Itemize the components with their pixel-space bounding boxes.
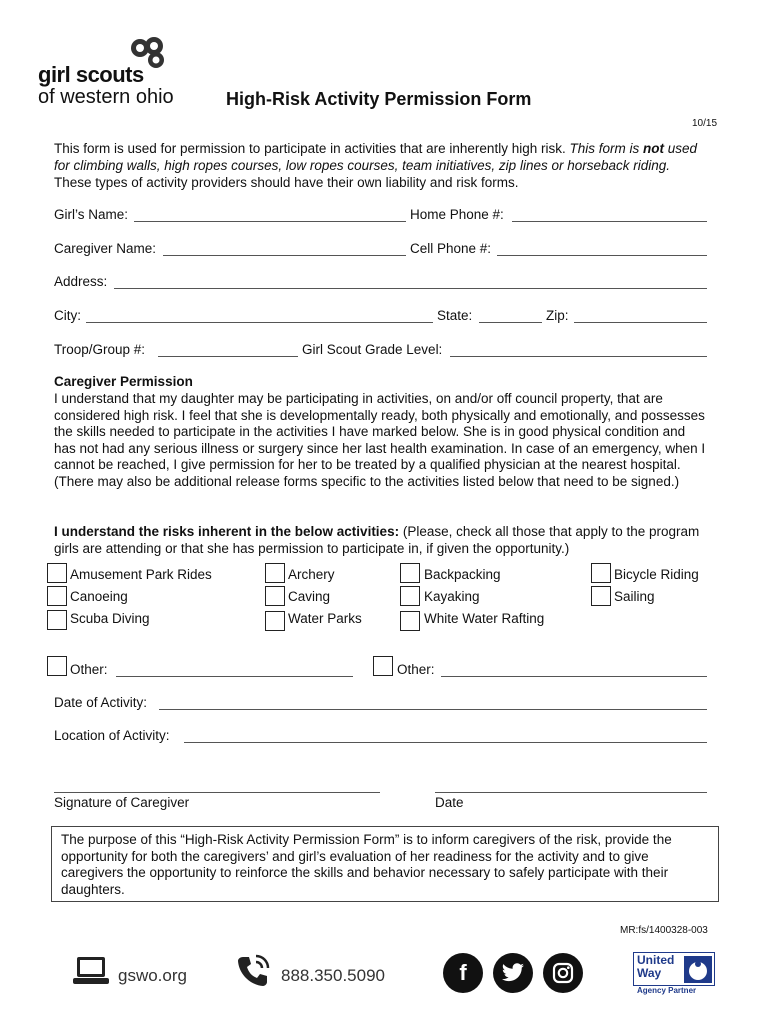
other-label-1: Other: xyxy=(70,662,108,677)
facebook-icon[interactable]: f xyxy=(443,953,483,993)
activity-label-bicycle: Bicycle Riding xyxy=(614,567,699,582)
troop-field[interactable] xyxy=(158,356,298,357)
twitter-icon[interactable] xyxy=(493,953,533,993)
agency-partner-label: Agency Partner xyxy=(637,986,697,995)
checkbox-backpacking[interactable] xyxy=(400,563,420,583)
checkbox-other-2[interactable] xyxy=(373,656,393,676)
activity-label-sailing: Sailing xyxy=(614,589,655,604)
checkbox-water-parks[interactable] xyxy=(265,611,285,631)
grade-field[interactable] xyxy=(450,356,707,357)
girls-name-label: Girl’s Name: xyxy=(54,207,129,222)
cell-phone-field[interactable] xyxy=(497,255,707,256)
risks-statement: I understand the risks inherent in the below activities: (Please, check all those that apply to the program girls are attending or that she has permission to participate in, if given the opportunity.) xyxy=(54,524,700,556)
activity-label-archery: Archery xyxy=(288,567,335,582)
checkbox-caving[interactable] xyxy=(265,586,285,606)
signature-field[interactable] xyxy=(54,792,380,793)
signature-date-label: Date xyxy=(435,795,464,810)
instagram-icon[interactable] xyxy=(543,953,583,993)
website-link[interactable]: gswo.org xyxy=(118,966,187,985)
checkbox-archery[interactable] xyxy=(265,563,285,583)
intro-text: This form is used for permission to participate in activities that are inherently high risk. This form is not used for climbing walls, high ropes courses, low ropes courses, team initiatives, zip lines or horseback riding. These types of activity providers should have their own liability and risk forms. xyxy=(54,141,698,190)
logo-subtitle: of western ohio xyxy=(38,86,174,108)
cell-phone-label: Cell Phone #: xyxy=(410,241,492,256)
other-field-2[interactable] xyxy=(441,676,707,677)
activity-label-rafting: White Water Rafting xyxy=(424,611,545,626)
checkbox-other-1[interactable] xyxy=(47,656,67,676)
checkbox-amusement-park-rides[interactable] xyxy=(47,563,67,583)
zip-field[interactable] xyxy=(574,322,707,323)
checkbox-kayaking[interactable] xyxy=(400,586,420,606)
date-of-activity-field[interactable] xyxy=(159,709,707,710)
caregiver-name-label: Caregiver Name: xyxy=(54,241,157,256)
purpose-notice: The purpose of this “High-Risk Activity Permission Form” is to inform caregivers of the risk, provide the opportunity for both the caregivers’ and girl’s evaluation of her readiness for the activity and to give caregivers the opportunity to reinforce the skills and behavior necessary to safely participate with their daughters. xyxy=(51,826,719,902)
united-way-emblem-icon xyxy=(684,956,712,983)
caregiver-permission-text: I understand that my daughter may be participating in activities, on and/or off council property, that are considered high risk. I feel that she is developmentally ready, both physically and emotionally, and possesses the skills needed to participate in the activities I have marked below. She is in good physical condition and has not had any serious illness or surgery since her last health examination. In case of an emergency, when I cannot be reached, I give permission for her to be treated by a qualified physician at the nearest hospital. (There may also be additional release forms specific to the activities listed below that need to be signed.) xyxy=(54,391,706,489)
united-way-logo: United Way xyxy=(633,952,715,986)
revision-date: 10/15 xyxy=(692,118,718,129)
troop-label: Troop/Group #: xyxy=(54,342,146,357)
address-field[interactable] xyxy=(114,288,707,289)
signature-date-field[interactable] xyxy=(435,792,707,793)
other-field-1[interactable] xyxy=(116,676,353,677)
activity-label-kayaking: Kayaking xyxy=(424,589,480,604)
city-field[interactable] xyxy=(86,322,433,323)
activity-label-scuba: Scuba Diving xyxy=(70,611,150,626)
checkbox-sailing[interactable] xyxy=(591,586,611,606)
other-label-2: Other: xyxy=(397,662,435,677)
activity-label-backpacking: Backpacking xyxy=(424,567,501,582)
mr-code: MR:fs/1400328-003 xyxy=(620,925,708,936)
caregiver-name-field[interactable] xyxy=(163,255,406,256)
grade-label: Girl Scout Grade Level: xyxy=(302,342,443,357)
checkbox-canoeing[interactable] xyxy=(47,586,67,606)
form-title: High-Risk Activity Permission Form xyxy=(226,89,532,109)
location-of-activity-label: Location of Activity: xyxy=(54,728,170,743)
phone-number[interactable]: 888.350.5090 xyxy=(281,966,385,985)
home-phone-label: Home Phone #: xyxy=(410,207,504,222)
checkbox-white-water-rafting[interactable] xyxy=(400,611,420,631)
girls-name-field[interactable] xyxy=(134,221,406,222)
home-phone-field[interactable] xyxy=(512,221,707,222)
state-field[interactable] xyxy=(479,322,542,323)
activity-label-caving: Caving xyxy=(288,589,331,604)
activity-label-amusement: Amusement Park Rides xyxy=(70,567,212,582)
signature-label: Signature of Caregiver xyxy=(54,795,190,810)
laptop-icon xyxy=(72,955,110,987)
activity-label-water-parks: Water Parks xyxy=(288,611,362,626)
address-label: Address: xyxy=(54,274,108,289)
checkbox-scuba-diving[interactable] xyxy=(47,610,67,630)
location-of-activity-field[interactable] xyxy=(184,742,707,743)
state-label: State: xyxy=(437,308,473,323)
city-label: City: xyxy=(54,308,81,323)
phone-icon xyxy=(235,953,271,989)
logo-title: girl scouts xyxy=(38,62,144,87)
checkbox-bicycle-riding[interactable] xyxy=(591,563,611,583)
date-of-activity-label: Date of Activity: xyxy=(54,695,148,710)
trefoil-logo-icon xyxy=(126,36,170,72)
activity-label-canoeing: Canoeing xyxy=(70,589,128,604)
caregiver-permission-heading: Caregiver Permission xyxy=(54,374,193,389)
zip-label: Zip: xyxy=(546,308,569,323)
